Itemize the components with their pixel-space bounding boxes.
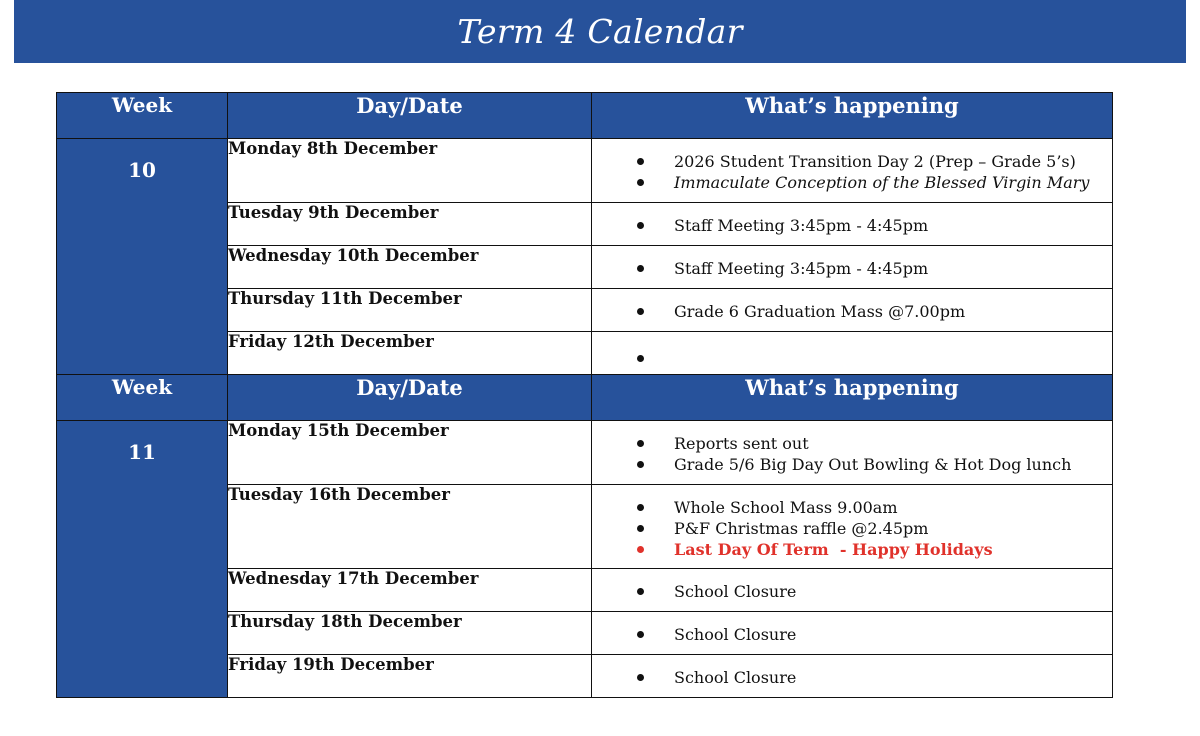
header-row: [57, 375, 1113, 421]
events-cell: [592, 612, 1113, 655]
bullet-icon: [637, 631, 644, 638]
header-what: What’s happening: [592, 375, 1113, 421]
event-item: Staff Meeting 3:45pm - 4:45pm: [592, 215, 1112, 236]
page-title: Term 4 Calendar: [457, 12, 743, 51]
day-date: Monday 15th December: [228, 421, 592, 485]
header-what: What’s happening: [592, 93, 1113, 139]
event-item: Reports sent out: [592, 433, 1112, 454]
day-date: Wednesday 10th December: [228, 246, 592, 289]
table-row: [57, 139, 1113, 203]
bullet-icon: [637, 265, 644, 272]
events-cell: [592, 246, 1113, 289]
week-number: 11: [128, 440, 156, 464]
event-item: 2026 Student Transition Day 2 (Prep – Grade 5’s): [592, 151, 1112, 172]
bullet-icon: [637, 525, 644, 532]
events-cell: [592, 655, 1113, 698]
week-number-cell: [57, 139, 228, 375]
day-date: Thursday 11th December: [228, 289, 592, 332]
event-item: School Closure: [592, 624, 1112, 645]
bullet-icon: [637, 222, 644, 229]
bullet-icon: [637, 504, 644, 511]
day-date: Tuesday 9th December: [228, 203, 592, 246]
bullet-icon: [637, 308, 644, 315]
bullet-icon: [637, 179, 644, 186]
event-item: Immaculate Conception of the Blessed Virgin Mary: [592, 172, 1112, 193]
events-cell: [592, 332, 1113, 375]
event-item-highlight: Last Day Of Term - Happy Holidays: [592, 539, 1112, 560]
bullet-icon: [637, 440, 644, 447]
event-item: P&F Christmas raffle @2.45pm: [592, 518, 1112, 539]
day-date: Thursday 18th December: [228, 612, 592, 655]
bullet-icon: [637, 546, 644, 553]
event-item: School Closure: [592, 667, 1112, 688]
event-item: School Closure: [592, 581, 1112, 602]
title-banner: [14, 0, 1186, 63]
events-cell: [592, 289, 1113, 332]
event-item: Whole School Mass 9.00am: [592, 497, 1112, 518]
events-cell: [592, 569, 1113, 612]
header-day: Day/Date: [228, 93, 592, 139]
week-number-cell: [57, 421, 228, 698]
calendar-table: [56, 92, 1113, 698]
bullet-icon: [637, 674, 644, 681]
events-cell: [592, 203, 1113, 246]
day-date: Friday 19th December: [228, 655, 592, 698]
header-week: Week: [57, 93, 228, 139]
bullet-icon: [637, 461, 644, 468]
week-number: 10: [128, 158, 156, 182]
header-row: [57, 93, 1113, 139]
day-date: Wednesday 17th December: [228, 569, 592, 612]
event-item: [592, 344, 1112, 369]
event-item: Grade 6 Graduation Mass @7.00pm: [592, 301, 1112, 322]
event-item: Grade 5/6 Big Day Out Bowling & Hot Dog lunch: [592, 454, 1112, 475]
day-date: Friday 12th December: [228, 332, 592, 375]
events-cell: [592, 139, 1113, 203]
event-item: Staff Meeting 3:45pm - 4:45pm: [592, 258, 1112, 279]
header-day: Day/Date: [228, 375, 592, 421]
bullet-icon: [637, 588, 644, 595]
day-date: Monday 8th December: [228, 139, 592, 203]
header-week: Week: [57, 375, 228, 421]
events-cell: [592, 485, 1113, 569]
events-cell: [592, 421, 1113, 485]
bullet-icon: [637, 355, 644, 362]
day-date: Tuesday 16th December: [228, 485, 592, 569]
table-row: [57, 421, 1113, 485]
bullet-icon: [637, 158, 644, 165]
